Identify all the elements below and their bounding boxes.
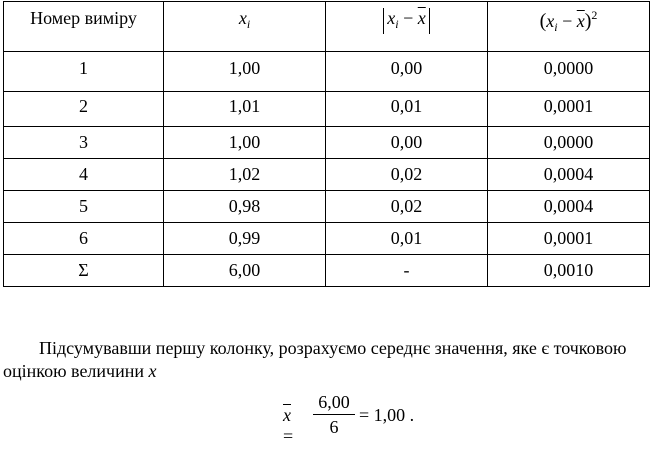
cell-x: 0,99 xyxy=(164,223,326,255)
cell-deviation: 0,02 xyxy=(326,159,488,191)
paragraph-line-1: Підсумувавши першу колонку, розрахуємо середнє значення, яке є точковою xyxy=(39,338,627,358)
cell-number: 4 xyxy=(4,159,164,191)
measurement-table xyxy=(3,1,650,287)
cell-deviation: 0,01 xyxy=(326,223,488,255)
paragraph-line-2: оцінкою величини x xyxy=(3,361,157,381)
cell-squared: 0,0000 xyxy=(488,127,650,159)
cell-squared-sum: 0,0010 xyxy=(488,255,650,287)
cell-x: 1,01 xyxy=(164,92,326,127)
cell-x: 1,02 xyxy=(164,159,326,191)
cell-x-sum: 6,00 xyxy=(164,255,326,287)
cell-squared: 0,0000 xyxy=(488,52,650,92)
cell-sum-symbol: Σ xyxy=(4,255,164,287)
table-row xyxy=(4,92,650,127)
cell-deviation-sum: - xyxy=(326,255,488,287)
cell-squared: 0,0001 xyxy=(488,92,650,127)
formula-numerator: 6,00 xyxy=(318,392,350,412)
cell-x: 1,00 xyxy=(164,52,326,92)
cell-deviation: 0,00 xyxy=(326,52,488,92)
table-sum-row xyxy=(4,255,650,287)
cell-number: 1 xyxy=(4,52,164,92)
header-abs-deviation: $x_i - \overline{x}$ xyxy=(326,2,488,52)
cell-deviation: 0,00 xyxy=(326,127,488,159)
cell-number: 6 xyxy=(4,223,164,255)
cell-deviation: 0,02 xyxy=(326,191,488,223)
header-measurement-number: Номер виміру xyxy=(4,2,164,52)
cell-x: 0,98 xyxy=(164,191,326,223)
cell-number: 5 xyxy=(4,191,164,223)
cell-squared: 0,0004 xyxy=(488,159,650,191)
formula-denominator: 6 xyxy=(329,417,339,437)
cell-x: 1,00 xyxy=(164,127,326,159)
table-row xyxy=(4,127,650,159)
cell-squared: 0,0004 xyxy=(488,191,650,223)
table-row xyxy=(4,159,650,191)
formula-result: = 1,00 . xyxy=(359,405,415,425)
header-x-i: $x_i$ xyxy=(164,2,326,52)
table-row xyxy=(4,191,650,223)
cell-number: 2 xyxy=(4,92,164,127)
cell-deviation: 0,01 xyxy=(326,92,488,127)
measurement-table-container xyxy=(3,1,649,287)
formula-lhs: $\overline{x}$ = xyxy=(283,405,294,446)
variable-x: x xyxy=(148,361,157,381)
table-row xyxy=(4,223,650,255)
explanation-paragraph xyxy=(3,337,661,383)
cell-squared: 0,0001 xyxy=(488,223,650,255)
cell-number: 3 xyxy=(4,127,164,159)
header-squared-deviation: $(x_i - \overline{x})^2$ xyxy=(488,2,650,52)
fraction-bar xyxy=(313,414,355,415)
table-row xyxy=(4,52,650,92)
formula-fraction xyxy=(313,391,355,438)
table-header-row xyxy=(4,2,650,52)
